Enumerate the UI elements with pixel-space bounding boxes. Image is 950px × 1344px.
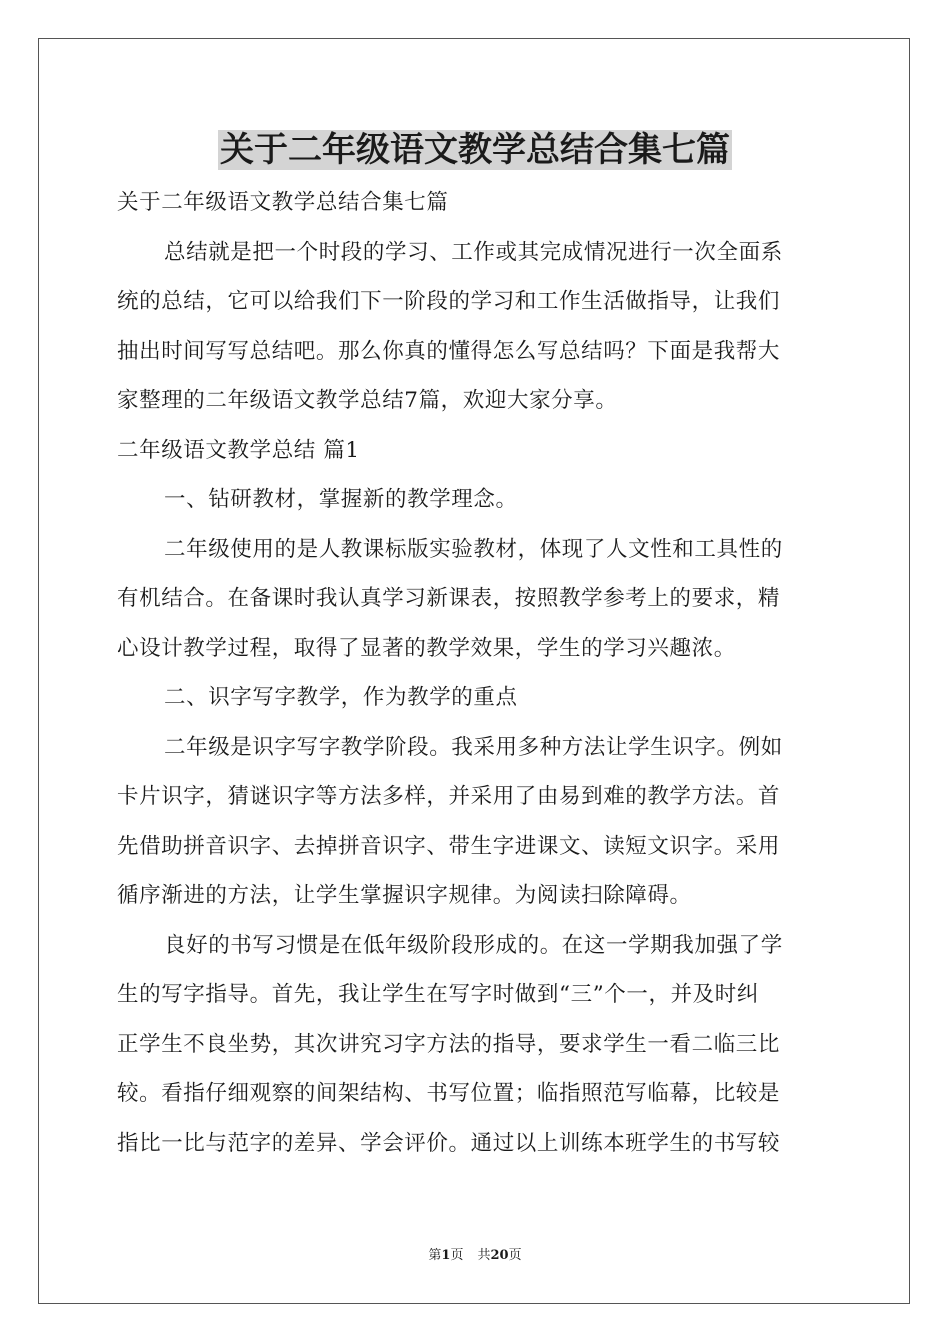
footer-page-number: 1: [441, 1248, 451, 1263]
footer-page-suffix: 页: [450, 1248, 464, 1263]
text-line: 卡片识字，猜谜识字等方法多样，并采用了由易到难的教学方法。首: [117, 784, 781, 809]
text-line: 生的写字指导。首先，我让学生在写字时做到“三”个一，并及时纠: [117, 982, 759, 1007]
text-line: 抽出时间写写总结吧。那么你真的懂得怎么写总结吗？下面是我帮大: [117, 338, 781, 364]
text-line: 先借助拼音识字、去掉拼音识字、带生字进课文、读短文识字。采用: [117, 833, 781, 859]
text-line: 循序渐进的方法，让学生掌握识字规律。为阅读扫除障碍。: [117, 883, 692, 908]
text-line: 二年级是识字写字教学阶段。我采用多种方法让学生识字。例如: [164, 734, 783, 760]
text-line: 统的总结，它可以给我们下一阶段的学习和工作生活做指导，让我们: [117, 289, 781, 314]
text-line: 总结就是把一个时段的学习、工作或其完成情况进行一次全面系: [164, 239, 783, 265]
footer-total-suffix: 页: [508, 1248, 522, 1263]
footer-total-pages: 20: [490, 1248, 509, 1263]
text-line: 指比一比与范字的差异、学会评价。通过以上训练本班学生的书写较: [117, 1130, 781, 1156]
text-line: 一、钻研教材，掌握新的教学理念。: [164, 487, 518, 512]
page-footer: [0, 1247, 950, 1265]
text-line: 良好的书写习惯是在低年级阶段形成的。在这一学期我加强了学: [164, 932, 783, 958]
text-line: 有机结合。在备课时我认真学习新课表，按照教学参考上的要求，精: [117, 586, 781, 611]
document-title-text: 关于二年级语文教学总结合集七篇: [220, 130, 730, 170]
document-title: [0, 128, 950, 172]
text-line: 较。看指仔细观察的间架结构、书写位置；临指照范写临幕，比较是: [117, 1081, 781, 1106]
text-line: 家整理的二年级语文教学总结7篇，欢迎大家分享。: [117, 388, 618, 413]
text-line: 心设计教学过程，取得了显著的教学效果，学生的学习兴趣浓。: [117, 635, 736, 661]
text-line: 二、识字写字教学，作为教学的重点: [164, 685, 518, 710]
text-line: 关于二年级语文教学总结合集七篇: [117, 190, 449, 215]
text-line: 二年级语文教学总结 篇1: [117, 437, 360, 463]
footer-total-prefix: 共: [477, 1248, 491, 1263]
document-body: [117, 178, 833, 1168]
text-line: 正学生不良坐势，其次讲究习字方法的指导，要求学生一看二临三比: [117, 1031, 781, 1057]
footer-page-prefix: 第: [428, 1248, 442, 1263]
text-line: 二年级使用的是人教课标版实验教材，体现了人文性和工具性的: [164, 536, 783, 562]
